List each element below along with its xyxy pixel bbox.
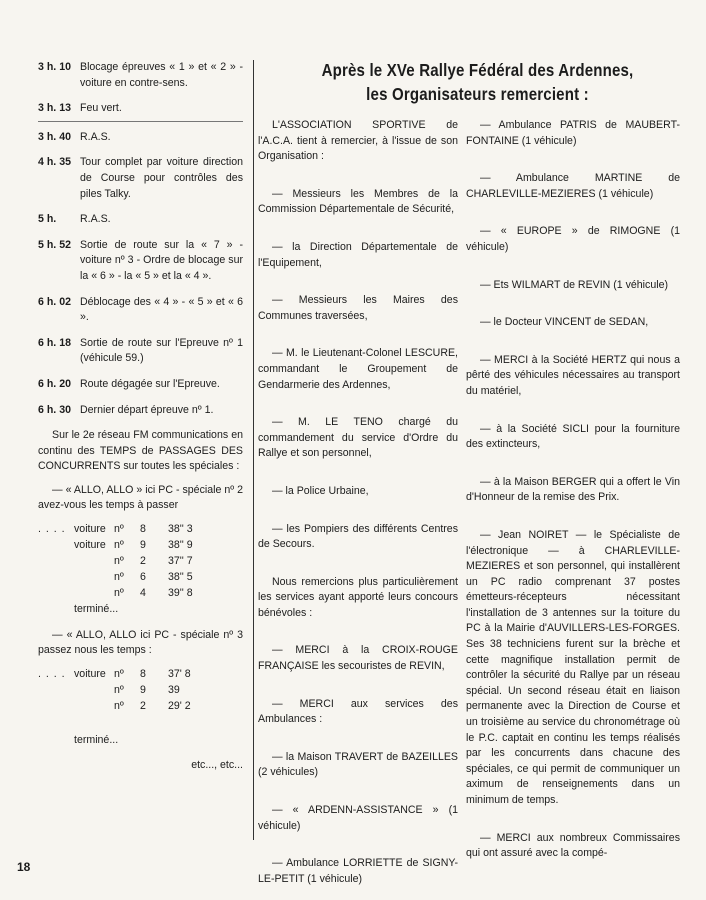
thanks-entry: — Messieurs les Maires des Communes traversées,: [258, 294, 458, 322]
thanks-entry: — MERCI aux nombreux Commissaires qui ont assuré avec la compé-: [466, 831, 680, 860]
thanks-entry: — Messieurs les Membres de la Commission Départementale de Sécurité,: [258, 187, 458, 216]
times-list-2: [38, 667, 243, 749]
time-row: nº 2 37'' 7: [114, 555, 193, 568]
thanks-entry: — Ambulance PATRIS de MAUBERT-FONTAINE (1 véhicule): [466, 119, 680, 147]
article-heading: [295, 58, 661, 106]
thanks-entry: — « ARDENN-ASSISTANCE » (1 véhicule): [258, 804, 458, 832]
log-row: [38, 295, 243, 326]
log-time: 6 h. 20: [38, 377, 71, 390]
log-text: Route dégagée sur l'Epreuve.: [80, 377, 220, 390]
page-number: 18: [17, 860, 31, 874]
log-row: [38, 155, 243, 202]
fm-intro-paragraph: Sur le 2e réseau FM communications en continu des TEMPS de PASSAGES DES CONCURRENTS sur toutes les spéciales :: [38, 429, 243, 473]
times-list-1: [38, 522, 243, 618]
termine-text: terminé...: [74, 603, 119, 616]
thanks-entry: Nous remercions plus particulièrement les services ayant apporté leurs concours bénévoles :: [258, 575, 458, 619]
thanks-entry: L'ASSOCIATION SPORTIVE de l'A.C.A. tient à remercier, à l'issue de son Organisation :: [258, 119, 458, 163]
log-row: [38, 60, 243, 91]
time-row: nº 6 38'' 5: [114, 571, 193, 584]
thanks-entry: — la Police Urbaine,: [272, 484, 369, 497]
log-text: R.A.S.: [80, 130, 111, 143]
log-text: Tour complet par voiture direction de Course pour contrôles des piles Talky.: [80, 156, 243, 200]
thanks-entry: — M. le Lieutenant-Colonel LESCURE, commandant le Groupement de Gendarmerie des Ardennes,: [258, 347, 458, 391]
log-text: Sortie de route sur la « 7 » - voiture nº 3 - Ordre de blocage sur la « 6 » - la « 5 » et la « 4 ».: [80, 238, 243, 282]
log-text: Blocage épreuves « 1 » et « 2 » - voiture en contre-sens.: [80, 61, 243, 89]
log-row: [38, 130, 243, 146]
thanks-entry: — MERCI aux services des Ambulances :: [258, 697, 458, 726]
thanks-entry: — Ambulance LORRIETTE de SIGNY-LE-PETIT (1 véhicule): [258, 857, 458, 885]
radio-call-2: — « ALLO, ALLO ici PC - spéciale nº 3 passez nous les temps :: [38, 628, 243, 657]
log-time: 3 h. 40: [38, 130, 71, 143]
thanks-entry: — M. LE TENO chargé du commandement du service d'Ordre du Rallye et son personnel,: [258, 416, 458, 460]
heading-line-2: les Organisateurs remercient :: [366, 84, 589, 104]
thanks-entry: — Jean NOIRET — le Spécialiste de l'électronique — à CHARLEVILLE-MEZIERES et son personnel, qui installèrent un PC radio comprenant 37 postes émetteurs-récepteurs nécessitant l'installation de 3 antennes sur la toiture du PC à la Mairie d'AUVILLERS-LES-FORGES. Ses 38 techniciens furent sur la brèche et cette magnifique installation permit de contrôler la sécurité du Rallye par un réseau spécial. Un second réseau était en liaison permanente avec la Direction de Course et un troisième au service du chronométrage où le P.C. captait en continu les temps réalisés par les concurrents dans chacune des spéciales, ce qui permit de communiquer un aximum de renseignements dans un minimum de temps.: [466, 528, 680, 806]
time-row: . . . . voiture nº 8 38'' 3: [38, 523, 193, 536]
log-text: Dernier départ épreuve nº 1.: [80, 403, 214, 416]
thanks-entry: — à la Société SICLI pour la fourniture des extincteurs,: [466, 422, 680, 451]
log-time: 4 h. 35: [38, 156, 71, 169]
log-text: R.A.S.: [80, 213, 111, 226]
thanks-entry: — la Maison TRAVERT de BAZEILLES (2 véhicules): [258, 750, 458, 779]
right-column: [466, 118, 680, 862]
thanks-entry: — les Pompiers des différents Centres de Secours.: [258, 522, 458, 551]
thanks-entry: — MERCI à la Société HERTZ qui nous a pêrté des véhicules nécessaires au transport du matériel,: [466, 353, 680, 397]
log-text: Feu vert.: [80, 102, 122, 115]
log-time: 5 h.: [38, 213, 57, 226]
middle-column: [258, 118, 458, 887]
thanks-entry: — Ets WILMART de REVIN (1 véhicule): [480, 278, 668, 291]
column-divider: [253, 60, 254, 840]
radio-log: [38, 60, 243, 418]
thanks-entry: — « EUROPE » de RIMOGNE (1 véhicule): [466, 225, 680, 253]
log-text: Déblocage des « 4 » - « 5 » et « 6 ».: [80, 295, 243, 324]
log-time: 6 h. 02: [38, 295, 71, 308]
log-row: [38, 101, 243, 117]
thanks-entry: — MERCI à la CROIX-ROUGE FRANÇAISE les secouristes de REVIN,: [258, 644, 458, 673]
time-row: . . . . voiture nº 8 37' 8: [38, 667, 191, 680]
heading-line-1: Après le XVe Rallye Fédéral des Ardennes,: [321, 60, 634, 80]
log-row: [38, 403, 243, 419]
thanks-entry: — le Docteur VINCENT de SEDAN,: [480, 316, 649, 329]
time-row: nº 9 39: [114, 683, 180, 696]
left-column: [38, 60, 243, 774]
log-time: 6 h. 30: [38, 403, 71, 416]
radio-call-1: — « ALLO, ALLO » ici PC - spéciale nº 2 avez-vous les temps à passer: [38, 483, 243, 512]
log-time: 6 h. 18: [38, 336, 71, 349]
log-divider: [38, 121, 243, 122]
thanks-entry: — Ambulance MARTINE de CHARLEVILLE-MEZIERES (1 véhicule): [466, 172, 680, 200]
log-row: [38, 336, 243, 367]
log-row: [38, 377, 243, 393]
time-row: nº 4 39'' 8: [114, 587, 193, 600]
log-text: Sortie de route sur l'Epreuve nº 1 (véhicule 59.): [80, 336, 243, 365]
time-row: nº 2 29' 2: [114, 699, 191, 712]
thanks-entry: — à la Maison BERGER qui a offert le Vin d'Honneur de la remise des Prix.: [466, 475, 680, 504]
log-row: [38, 238, 243, 285]
log-time: 3 h. 10: [38, 61, 71, 73]
thanks-entry: — la Direction Départementale de l'Equipement,: [258, 240, 458, 269]
log-time: 3 h. 13: [38, 102, 71, 115]
etc-text: etc..., etc...: [191, 759, 243, 772]
termine-text: terminé...: [74, 733, 119, 746]
log-time: 5 h. 52: [38, 238, 71, 251]
log-row: [38, 212, 243, 228]
time-row: voiture nº 9 38'' 9: [74, 539, 193, 552]
